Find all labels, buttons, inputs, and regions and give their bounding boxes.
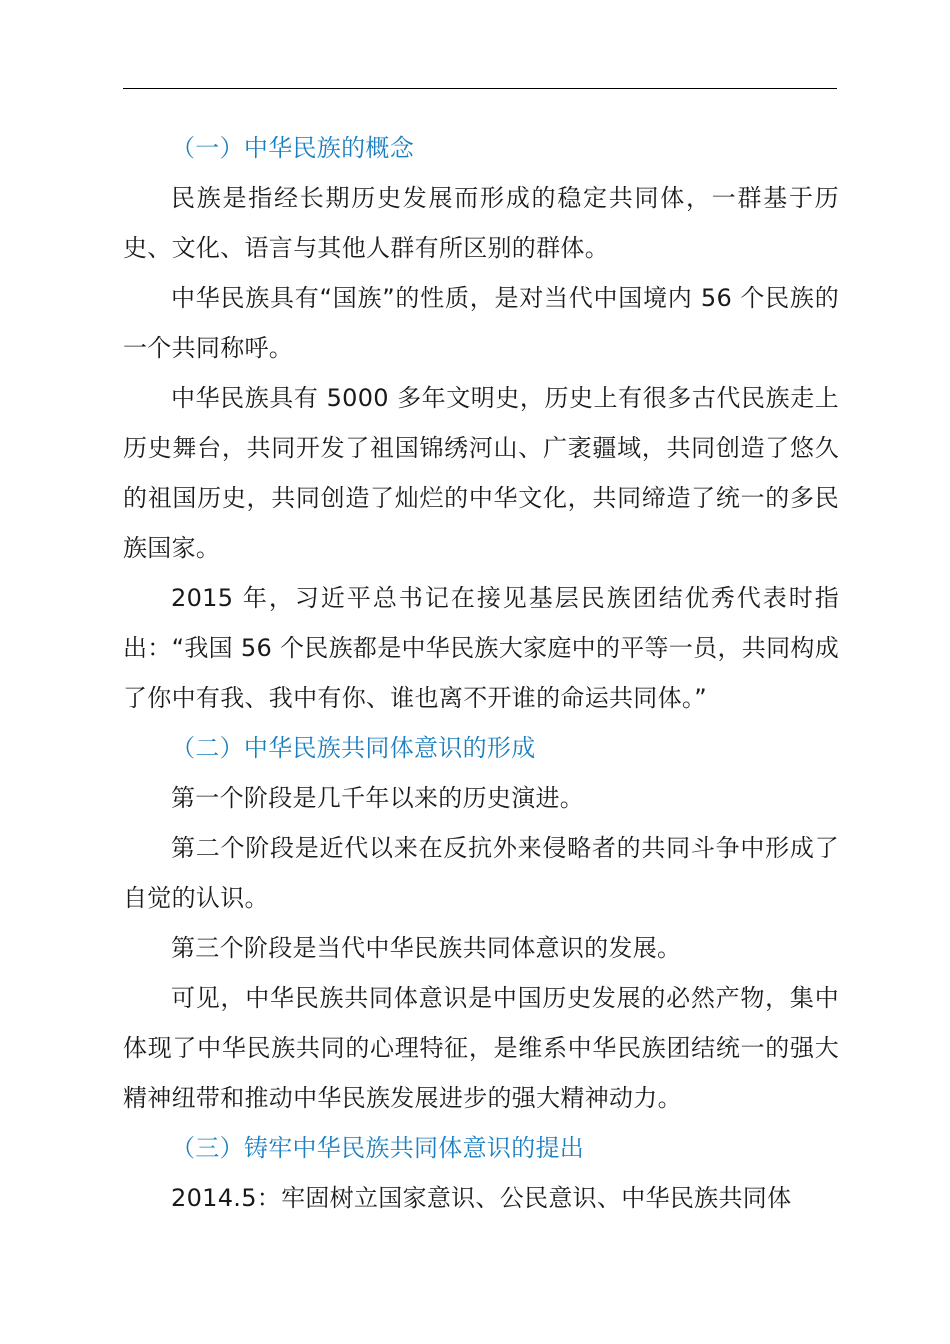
paragraph: 可见，中华民族共同体意识是中国历史发展的必然产物，集中体现了中华民族共同的心理特征，是维系中华民族团结统一的强大精神纽带和推动中华民族发展进步的强大精神动力。 [123,984,839,1112]
paragraph: 民族是指经长期历史发展而形成的稳定共同体，一群基于历史、文化、语言与其他人群有所区别的群体。 [123,184,839,262]
paragraph: 2015 年，习近平总书记在接见基层民族团结优秀代表时指出：“我国 56 个民族都是中华民族大家庭中的平等一员，共同构成了你中有我、我中有你、谁也离不开谁的命运共同体。” [123,584,839,712]
paragraph: 中华民族具有“国族”的性质，是对当代中国境内 56 个民族的一个共同称呼。 [123,284,839,362]
paragraph: 中华民族具有 5000 多年文明史，历史上有很多古代民族走上历史舞台，共同开发了祖国锦绣河山、广袤疆域，共同创造了悠久的祖国历史，共同创造了灿烂的中华文化，共同缔造了统一的多民族国家。 [123,384,839,562]
section-heading-2: （二）中华民族共同体意识的形成 [171,734,536,762]
paragraph: 2014.5：牢固树立国家意识、公民意识、中华民族共同体 [171,1184,792,1212]
paragraph: 第一个阶段是几千年以来的历史演进。 [171,784,585,812]
document-body [123,123,839,1223]
paragraph: 第二个阶段是近代以来在反抗外来侵略者的共同斗争中形成了自觉的认识。 [123,834,839,912]
paragraph: 第三个阶段是当代中华民族共同体意识的发展。 [171,934,682,962]
header-rule [123,88,837,89]
section-heading-1: （一）中华民族的概念 [171,134,414,162]
section-heading-3: （三）铸牢中华民族共同体意识的提出 [171,1134,585,1162]
